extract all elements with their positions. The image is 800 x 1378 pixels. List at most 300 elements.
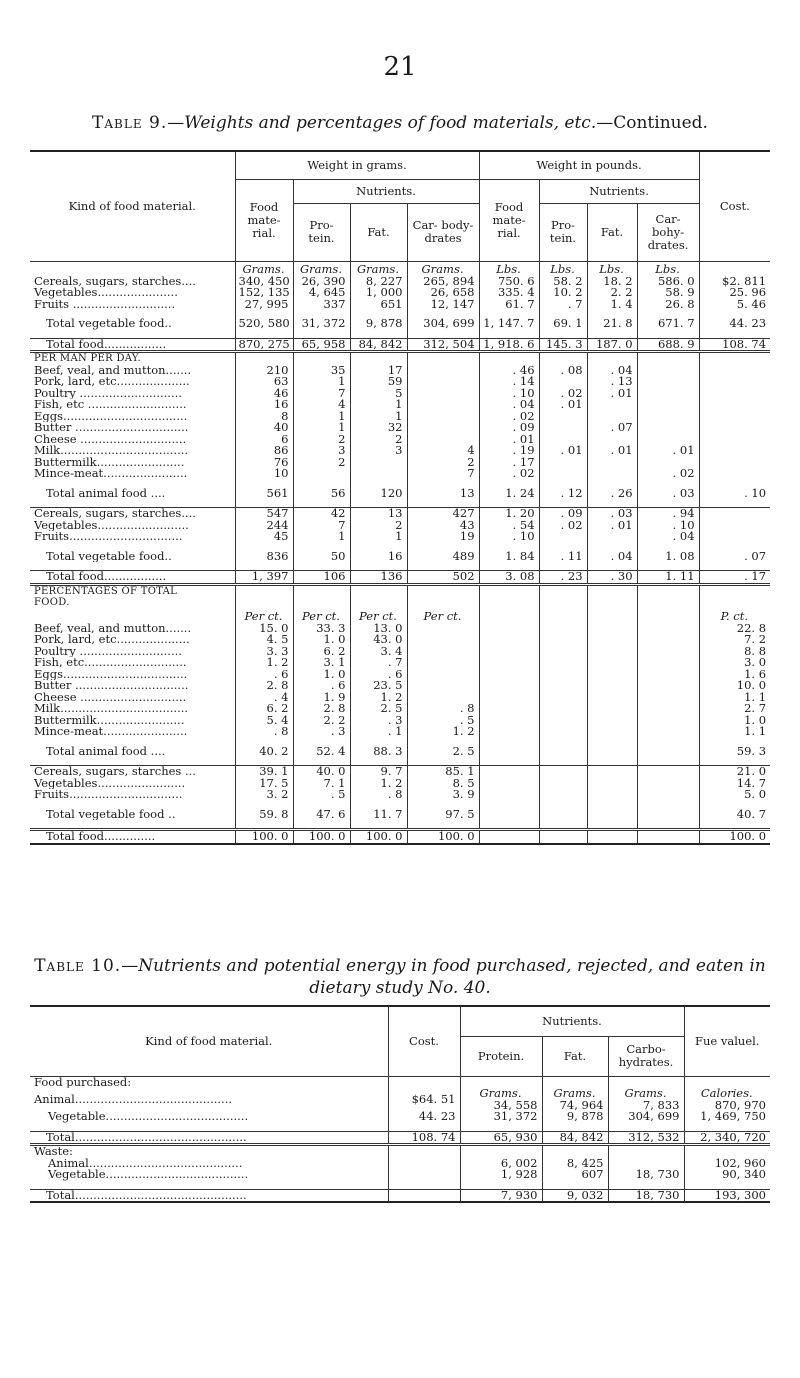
table-cell: [637, 352, 699, 365]
table9: [30, 150, 770, 845]
t10-col-fuel-header: Fue valuel.: [684, 1006, 770, 1076]
table-row: [30, 1145, 770, 1158]
table-cell: [699, 411, 770, 423]
table-cell: [542, 1145, 608, 1158]
table-cell: [637, 376, 699, 388]
table-cell: [699, 457, 770, 469]
table-cell: Lbs.: [587, 261, 637, 276]
table-cell: 3. 0: [699, 657, 770, 669]
table-row: [30, 365, 770, 377]
table-cell: 26, 390: [293, 276, 350, 288]
table-cell: [637, 646, 699, 658]
table-cell: 32: [350, 422, 407, 434]
row-label: Mince-meat.......................: [34, 468, 188, 480]
table-cell: [235, 597, 293, 609]
table-cell: . 13: [587, 376, 637, 388]
table-cell: 90, 340: [684, 1169, 770, 1181]
row-label: Mince-meat.......................: [34, 726, 188, 738]
table-cell: 1. 0: [293, 634, 350, 646]
table-cell: [637, 399, 699, 411]
table-cell: [587, 715, 637, 727]
row-label: Butter ...............................: [34, 422, 189, 434]
table-cell: [684, 1088, 770, 1111]
row-label: Milk...................................: [34, 703, 189, 715]
table-cell: [479, 830, 539, 844]
table10-caption: Table 10.—Nutrients and potential energy in food purchased, rejected, and eaten in dietary study No. 40.: [34, 956, 766, 998]
table-cell: 42: [293, 508, 350, 520]
table-cell: 33. 3: [293, 623, 350, 635]
unit-label: Grams.: [479, 1088, 522, 1100]
table-cell: . 8: [407, 703, 479, 715]
row-label: Cereals, sugars, starches....: [30, 508, 235, 520]
table-cell: . 54: [479, 520, 539, 532]
table-cell: 120: [350, 488, 407, 500]
table-cell: 1: [293, 531, 350, 543]
table-cell: [637, 411, 699, 423]
table-cell: 1. 20: [479, 508, 539, 520]
table-cell: . 94: [637, 508, 699, 520]
table-cell: 2, 340, 720: [684, 1131, 770, 1145]
table-cell: [539, 457, 587, 469]
table-cell: [479, 657, 539, 669]
table-cell: 265, 894: [407, 276, 479, 288]
table-cell: [539, 746, 587, 758]
table-cell: 63: [235, 376, 293, 388]
table-row: [30, 830, 770, 844]
table-cell: 1, 469, 750: [684, 1111, 770, 1123]
row-label: Beef, veal, and mutton.......: [34, 622, 192, 634]
row-label: Food purchased:: [34, 1076, 132, 1088]
table-cell: [407, 434, 479, 446]
unit-label: Grams.: [553, 1088, 596, 1100]
table-cell: 31, 372: [293, 318, 350, 330]
table-cell: 65, 958: [293, 338, 350, 352]
table-cell: 7, 930: [460, 1189, 542, 1202]
table-cell: [542, 1088, 608, 1111]
table-cell: [539, 830, 587, 844]
table-cell: 56: [293, 488, 350, 500]
row-label: Pork, lard, etc....................: [34, 634, 190, 646]
row-label: Fruits...............................: [34, 531, 183, 543]
row-label: Vegetables........................: [34, 777, 186, 789]
table-cell: [407, 692, 479, 704]
table-cell: [479, 634, 539, 646]
table-row: [30, 1158, 770, 1170]
table-cell: 25. 96: [699, 287, 770, 299]
table-cell: 244: [235, 520, 293, 532]
table-cell: 45: [235, 531, 293, 543]
row-label: Total...............................................: [30, 1131, 388, 1145]
table-cell: [539, 434, 587, 446]
table-cell: 2. 5: [350, 703, 407, 715]
table-cell: [539, 376, 587, 388]
row-label: Fruits ............................: [34, 298, 176, 310]
table-cell: 2. 2: [587, 287, 637, 299]
table-cell: 44. 23: [699, 318, 770, 330]
table-cell: 5. 4: [235, 715, 293, 727]
table-cell: 1: [293, 411, 350, 423]
table-cell: [587, 703, 637, 715]
table-cell: [350, 468, 407, 480]
table-row: [30, 801, 770, 809]
table-cell: 10. 2: [539, 287, 587, 299]
row-label: Vegetable.......................................: [48, 1111, 249, 1123]
table-cell: 100. 0: [235, 830, 293, 844]
table-cell: 8. 8: [699, 646, 770, 658]
table-cell: [587, 457, 637, 469]
table-cell: . 03: [637, 488, 699, 500]
table-cell: [637, 623, 699, 635]
table-row: [30, 287, 770, 299]
table-cell: . 6: [293, 680, 350, 692]
table-cell: 65, 930: [460, 1131, 542, 1145]
table-row: [30, 422, 770, 434]
table-row: [30, 1181, 770, 1190]
t10-col-nutrients-header: Nutrients.: [460, 1006, 684, 1036]
table-cell: 85. 1: [407, 766, 479, 778]
table-cell: [293, 468, 350, 480]
table-cell: Per ct.: [350, 609, 407, 623]
table-cell: 100. 0: [407, 830, 479, 844]
table-row: [30, 499, 770, 508]
table-row: [30, 609, 770, 623]
table-cell: [637, 778, 699, 790]
table-cell: . 04: [587, 365, 637, 377]
table-cell: 40: [235, 422, 293, 434]
table-cell: 3: [350, 445, 407, 457]
table-cell: 21. 8: [587, 318, 637, 330]
row-label: Poultry ............................: [34, 645, 182, 657]
table-cell: 100. 0: [293, 830, 350, 844]
table-cell: . 17: [479, 457, 539, 469]
table-cell: 3. 08: [479, 571, 539, 585]
table-cell: . 26: [587, 488, 637, 500]
row-label: Fish, etc............................: [34, 657, 187, 669]
table-cell: 40. 7: [699, 809, 770, 821]
table-row: [30, 338, 770, 352]
row-label: Cheese .............................: [34, 433, 187, 445]
table-cell: [637, 634, 699, 646]
table-cell: [407, 411, 479, 423]
table-cell: 4: [407, 445, 479, 457]
table-cell: 106: [293, 571, 350, 585]
table-row: [30, 330, 770, 339]
table-cell: 100. 0: [699, 830, 770, 844]
table-row: [30, 680, 770, 692]
table-cell: 1. 24: [479, 488, 539, 500]
table-cell: . 04: [587, 551, 637, 563]
table-cell: . 5: [293, 789, 350, 801]
table-cell: [539, 778, 587, 790]
row-label: Animal..........................................: [48, 1157, 243, 1169]
table-row: [30, 551, 770, 563]
table-cell: [539, 352, 587, 365]
table-row: [30, 480, 770, 488]
table-row: [30, 318, 770, 330]
table-cell: [235, 584, 293, 597]
table-cell: [587, 609, 637, 623]
table-row: [30, 531, 770, 543]
table-cell: 39. 1: [235, 766, 293, 778]
table-cell: [699, 352, 770, 365]
table-cell: . 03: [587, 508, 637, 520]
table-cell: 26. 8: [637, 299, 699, 311]
table-cell: . 01: [539, 445, 587, 457]
table-cell: . 02: [539, 520, 587, 532]
table-cell: 187. 0: [587, 338, 637, 352]
table-row: [30, 646, 770, 658]
table-row: [30, 1169, 770, 1181]
table-cell: [460, 1076, 542, 1088]
table-cell: [407, 399, 479, 411]
table-cell: [637, 388, 699, 400]
row-label: Total food..............: [30, 830, 235, 844]
table-cell: [479, 789, 539, 801]
table9-body: [30, 261, 770, 844]
table-cell: [479, 778, 539, 790]
table-cell: 1: [293, 422, 350, 434]
table-cell: . 01: [539, 399, 587, 411]
table10-caption-title: Nutrients and potential energy in food purchased, rejected, and eaten in dietary study No. 40.: [138, 956, 766, 998]
table-cell: 1. 08: [637, 551, 699, 563]
table-cell: [407, 646, 479, 658]
table-cell: 2: [293, 434, 350, 446]
table-cell: 1, 000: [350, 287, 407, 299]
row-label: [30, 609, 235, 623]
table-cell: [539, 692, 587, 704]
table-cell: [587, 531, 637, 543]
table-cell: [479, 584, 539, 597]
table10-body: [30, 1076, 770, 1202]
table-cell: [539, 597, 587, 609]
table-row: [30, 1123, 770, 1132]
table-cell: [350, 584, 407, 597]
table-cell: . 23: [539, 571, 587, 585]
table-row: [30, 376, 770, 388]
table-cell: Per ct.: [235, 609, 293, 623]
table-cell: . 11: [539, 551, 587, 563]
row-label: Pork, lard, etc....................: [34, 376, 190, 388]
table-cell: 18. 2: [587, 276, 637, 288]
table-cell: 489: [407, 551, 479, 563]
row-label: Total animal food ....: [46, 487, 166, 499]
table-cell: . 02: [479, 411, 539, 423]
table-cell: 152, 135: [235, 287, 293, 299]
table-cell: 2. 8: [293, 703, 350, 715]
row-label: Eggs..................................: [34, 410, 188, 422]
table-cell: [407, 388, 479, 400]
table-cell: 304, 699: [407, 318, 479, 330]
table-cell: [637, 657, 699, 669]
table-cell: [684, 1145, 770, 1158]
table-cell: 76: [235, 457, 293, 469]
table-cell: 335. 4: [479, 287, 539, 299]
table-cell: [699, 468, 770, 480]
table-cell: 1. 0: [293, 669, 350, 681]
table-cell: [293, 584, 350, 597]
col-nutrients-g-header: Nutrients.: [293, 179, 479, 203]
table10-caption-label: Table 10.: [34, 956, 122, 976]
table-cell: 69. 1: [539, 318, 587, 330]
table-cell: [407, 352, 479, 365]
table-cell: [407, 657, 479, 669]
table-cell: [587, 669, 637, 681]
table-cell: Lbs.: [479, 261, 539, 276]
table-cell: 5. 0: [699, 789, 770, 801]
table-cell: . 8: [235, 726, 293, 738]
table-cell: . 3: [350, 715, 407, 727]
table-cell: . 04: [479, 399, 539, 411]
table-cell: [587, 726, 637, 738]
table-cell: [637, 809, 699, 821]
table-cell: 50: [293, 551, 350, 563]
table-cell: [587, 692, 637, 704]
table-cell: 1. 9: [293, 692, 350, 704]
table-cell: [699, 434, 770, 446]
table-row: [30, 276, 770, 288]
table-cell: 9, 032: [542, 1189, 608, 1202]
table-cell: [479, 746, 539, 758]
table-cell: . 7: [539, 299, 587, 311]
table-cell: [407, 597, 479, 609]
table-cell: 547: [235, 508, 293, 520]
table-cell: 108. 74: [388, 1131, 460, 1145]
table-cell: 9. 7: [350, 766, 407, 778]
table-cell: [539, 609, 587, 623]
table-cell: . 02: [479, 468, 539, 480]
table-cell: [539, 422, 587, 434]
table-cell: 7. 2: [699, 634, 770, 646]
table-cell: [539, 669, 587, 681]
table-cell: 14. 7: [699, 778, 770, 790]
table-cell: 7. 1: [293, 778, 350, 790]
table-cell: Grams.: [350, 261, 407, 276]
table-cell: 193, 300: [684, 1189, 770, 1202]
table-cell: [479, 715, 539, 727]
table-row: [30, 1076, 770, 1088]
table-cell: 8, 227: [350, 276, 407, 288]
table-cell: 1. 2: [235, 657, 293, 669]
table-cell: 1, 147. 7: [479, 318, 539, 330]
table-cell: [699, 520, 770, 532]
table-cell: [637, 766, 699, 778]
table-cell: [479, 703, 539, 715]
table-cell: . 8: [350, 789, 407, 801]
table-cell: . 09: [539, 508, 587, 520]
table-cell: [539, 634, 587, 646]
table-cell: [587, 778, 637, 790]
table-row: [30, 1088, 770, 1111]
table-cell: 1. 0: [699, 715, 770, 727]
t10-col-protein-header: Protein.: [460, 1036, 542, 1076]
cell-value: 34, 558: [493, 1097, 538, 1111]
table-row: [30, 597, 770, 609]
table-cell: [637, 789, 699, 801]
row-label: Cheese .............................: [34, 691, 187, 703]
table-row: [30, 820, 770, 830]
table-cell: [539, 809, 587, 821]
table-cell: 17: [350, 365, 407, 377]
table-row: [30, 809, 770, 821]
table-cell: 1. 6: [699, 669, 770, 681]
table-cell: . 12: [539, 488, 587, 500]
table-cell: 836: [235, 551, 293, 563]
table-cell: . 01: [587, 445, 637, 457]
table-cell: [699, 597, 770, 609]
t10-col-fat-header: Fat.: [542, 1036, 608, 1076]
table-cell: [637, 703, 699, 715]
table-cell: [637, 457, 699, 469]
table-cell: [587, 657, 637, 669]
table-cell: 58. 9: [637, 287, 699, 299]
table-cell: 22. 8: [699, 623, 770, 635]
table-cell: [479, 609, 539, 623]
table-cell: 671. 7: [637, 318, 699, 330]
table-row: [30, 562, 770, 571]
table-row: [30, 468, 770, 480]
table-cell: 59. 3: [699, 746, 770, 758]
table-row: [30, 657, 770, 669]
table-cell: 9, 878: [542, 1111, 608, 1123]
col-carb-lb-header: Car- bohy- drates.: [637, 203, 699, 261]
table-cell: 4: [293, 399, 350, 411]
table-cell: . 10: [699, 488, 770, 500]
table9-caption-label: Table 9.: [92, 113, 168, 133]
table-cell: 84, 842: [542, 1131, 608, 1145]
table-cell: . 02: [539, 388, 587, 400]
row-label: [30, 261, 235, 276]
table-cell: 3: [293, 445, 350, 457]
table-cell: 5: [350, 388, 407, 400]
table-cell: [539, 584, 587, 597]
table-cell: [407, 623, 479, 635]
table-cell: 1. 2: [407, 726, 479, 738]
table-cell: [699, 584, 770, 597]
table-cell: [542, 1076, 608, 1088]
table-cell: [587, 646, 637, 658]
row-label: Eggs..................................: [34, 668, 188, 680]
table-cell: [479, 680, 539, 692]
table-cell: 304, 699: [608, 1111, 684, 1123]
table-cell: . 14: [479, 376, 539, 388]
table-row: [30, 738, 770, 746]
col-cost-header: Cost.: [699, 151, 770, 261]
table-cell: 18, 730: [608, 1189, 684, 1202]
table-cell: 100. 0: [350, 830, 407, 844]
table-cell: [388, 1169, 460, 1181]
table-cell: 1: [293, 376, 350, 388]
table-cell: 16: [235, 399, 293, 411]
table-row: [30, 778, 770, 790]
table-cell: [637, 609, 699, 623]
table-cell: [407, 634, 479, 646]
row-label: Vegetable.......................................: [48, 1169, 249, 1181]
table-cell: 427: [407, 508, 479, 520]
table-cell: Grams.: [235, 261, 293, 276]
table-cell: [637, 726, 699, 738]
table-cell: . 4: [235, 692, 293, 704]
table-cell: . 09: [479, 422, 539, 434]
table-cell: 108. 74: [699, 338, 770, 352]
table-cell: [699, 508, 770, 520]
table-cell: 651: [350, 299, 407, 311]
table-cell: [608, 1076, 684, 1088]
table-cell: 43: [407, 520, 479, 532]
row-label: Cereals, sugars, starches....: [34, 275, 196, 287]
table-cell: 61. 7: [479, 299, 539, 311]
table-cell: [699, 365, 770, 377]
table-cell: [587, 352, 637, 365]
